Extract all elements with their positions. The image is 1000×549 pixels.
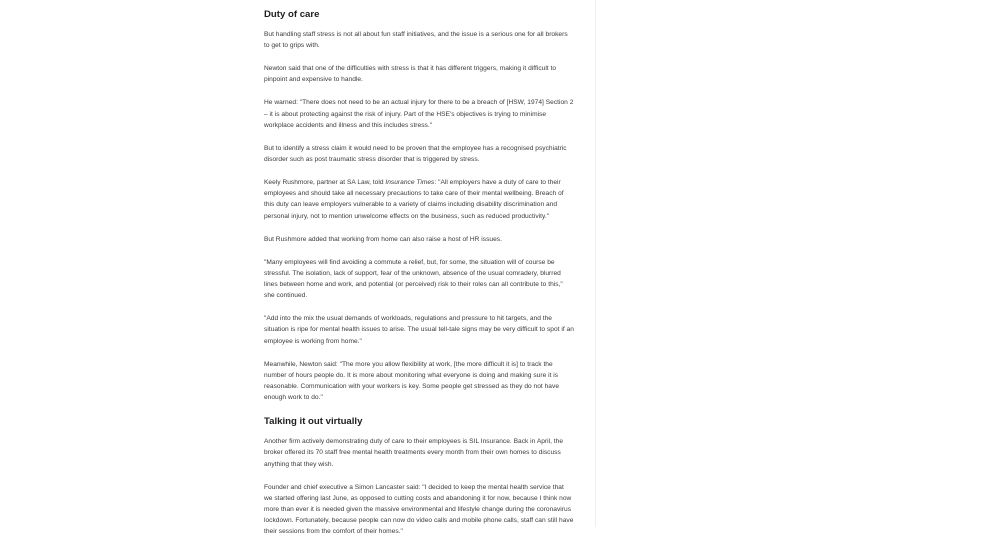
paragraph: Meanwhile, Newton said: "The more you allow flexibility at work, [the more difficult it is] to track the number of hours people do. It is more about monitoring what everyone is doing and making sure it is reasonable. Communication with your workers is key. Some people get stressed as they do not have enough work to do."	[264, 360, 560, 402]
paragraph: But handling staff stress is not all about fun staff initiatives, and the issue is a serious one for all brokers to get to grips with.	[264, 31, 568, 50]
paragraph: But Rushmore added that working from home can also raise a host of HR issues.	[264, 235, 502, 243]
paragraph: He warned: "There does not need to be an actual injury for there to be a breach of [HSW, 1974] Section 2 – it is about protecting against the risk of injury. Part of the HSE's objectives is trying to minimise workplace accidents and illness and this includes stress."	[264, 99, 574, 129]
paragraph: Newton said that one of the difficulties with stress is that it has different triggers, making it difficult to pinpoint and expensive to handle.	[264, 65, 557, 84]
paragraph-text: Keely Rushmore, partner at SA Law, told	[264, 179, 386, 187]
paragraph: But to identify a stress claim it would need to be proven that the employee has a recognised psychiatric disorder such as post traumatic stress disorder that is triggered by stress.	[264, 144, 567, 164]
paragraph: Another firm actively demonstrating duty of care to their employees is SIL Insurance. Back in April, the broker offered its 70 staff free mental health treatments every month from their own homes to discuss anything that they wish.	[264, 438, 564, 468]
section-heading-duty-of-care: Duty of care	[264, 9, 320, 20]
paragraph: Founder and chief executive a Simon Lancaster said: "I decided to keep the mental health service that we started offering last June, as opposed to cutting costs and abandoning it for now, because I think now more than ever it is needed given the massive environmental and lifestyle change during the coronavirus lockdown. Fortunately, because people can now do video calls and mobile phone calls, staff can still have their sessions from the comfort of their homes."	[264, 483, 574, 536]
article-body	[264, 8, 574, 549]
section-heading-talking-it-out: Talking it out virtually	[264, 416, 363, 428]
paragraph: "Many employees will find avoiding a commute a relief, but, for some, the situation will of course be stressful. The isolation, lack of support, fear of the unknown, absence of the usual comradery, blurred lines between home and work, and potential (or perceived) risk to their roles can all contribute to this," she continued.	[264, 258, 563, 300]
paragraph-text: : "All employers have a duty of care to their employees and should take all necessary precautions to take care of their mental wellbeing. Breach of this duty can leave employers vulnerable to a variety of claims including disability discrimination and personal injury, not to mention unwelcome effects on the business, such as reduced productivity."	[264, 179, 564, 220]
publication-name: Insurance Times	[385, 179, 435, 187]
paragraph: "Add into the mix the usual demands of workloads, regulations and pressure to hit targets, and the situation is ripe for mental health issues to arise. The usual tell-tale signs may be very difficult to spot if an employee is working from home."	[264, 315, 574, 345]
paragraph	[264, 177, 574, 222]
column-divider	[595, 0, 596, 527]
